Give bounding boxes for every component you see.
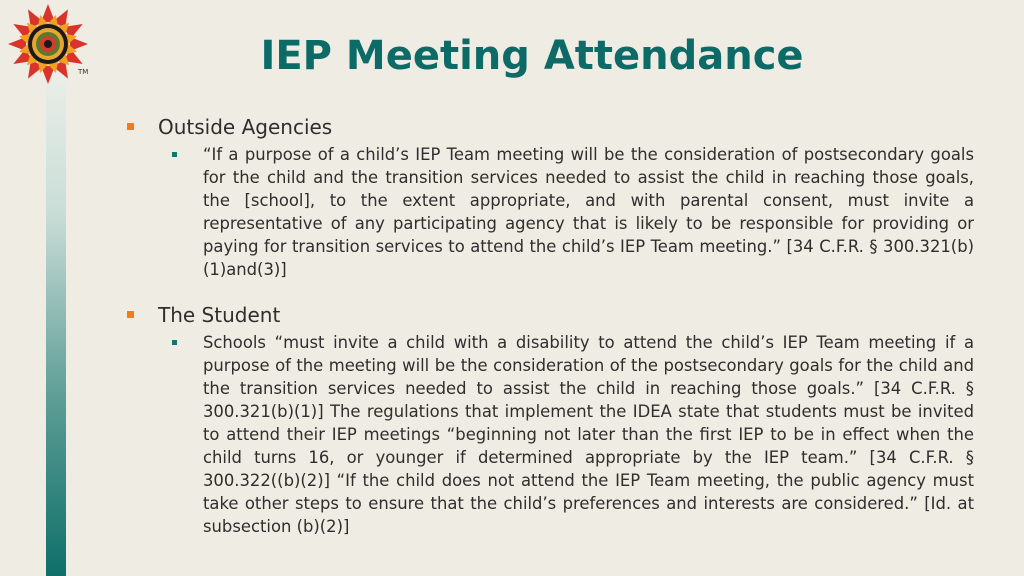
section-body-text: “If a purpose of a child’s IEP Team meeting will be the consideration of postsecondary goals for the child and the transition services needed to assist the child in reaching those goals, the [school], to the extent appropriate, and with parental consent, must invite a representative of any participating agency that is likely to be responsible for providing or paying for transition services to attend the child’s IEP Team meeting.” [34 C.F.R. § 300.321(b)(1)and(3)] bbox=[203, 145, 974, 279]
bullet-level1-item bbox=[122, 113, 974, 141]
square-bullet-icon bbox=[172, 152, 177, 157]
section-the-student bbox=[122, 301, 974, 538]
section-heading: The Student bbox=[158, 303, 281, 327]
section-body-text: Schools “must invite a child with a disability to attend the child’s IEP Team meeting if a purpose of the meeting will be the consideration of the postsecondary goals for the child and the transition services needed to assist the child in reaching those goals.” [34 C.F.R. § 300.321(b)(1)] The regulations that implement the IDEA state that students must be invited to attend their IEP meetings “beginning not later than the first IEP to be in effect when the child turns 16, or younger if determined appropriate by the IEP team.” [34 C.F.R. § 300.322((b)(2)] “If the child does not attend the IEP Team meeting, the public agency must take other steps to ensure that the child’s preferences and interests are considered.” [Id. at subsection (b)(2)] bbox=[203, 333, 974, 536]
slide-title: IEP Meeting Attendance bbox=[260, 33, 804, 79]
trademark-mark: TM bbox=[78, 68, 89, 76]
bullet-level1-item bbox=[122, 301, 974, 329]
square-bullet-icon bbox=[172, 340, 177, 345]
section-heading: Outside Agencies bbox=[158, 115, 333, 139]
square-bullet-icon bbox=[127, 311, 134, 318]
decorative-side-bar bbox=[46, 60, 66, 576]
slide-content bbox=[122, 113, 974, 538]
bullet-level2-item bbox=[158, 331, 974, 538]
square-bullet-icon bbox=[127, 123, 134, 130]
section-outside-agencies bbox=[122, 113, 974, 281]
bullet-level2-item bbox=[158, 143, 974, 281]
